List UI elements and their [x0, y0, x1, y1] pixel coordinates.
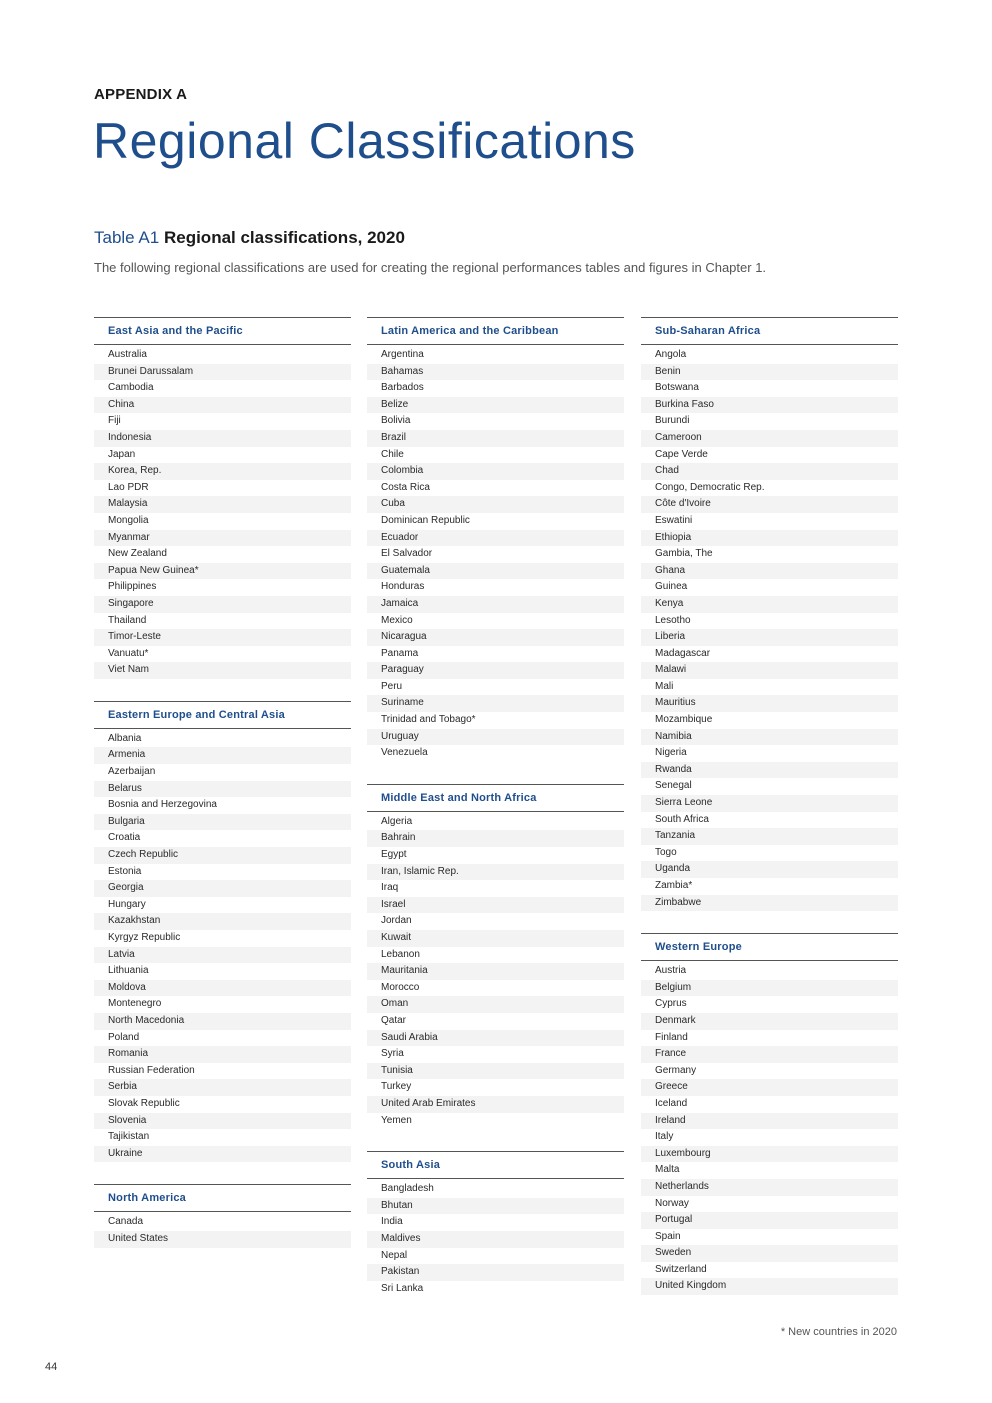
country-row: Ethiopia [641, 530, 898, 547]
country-row: Colombia [367, 463, 624, 480]
country-row: Mali [641, 679, 898, 696]
country-row: Czech Republic [94, 847, 351, 864]
country-row: Singapore [94, 596, 351, 613]
table-description: The following regional classifications are used for creating the regional performances tables and figures in Chapter 1. [94, 260, 767, 275]
country-list [94, 1214, 351, 1247]
country-row: Nepal [367, 1248, 624, 1265]
country-row: Pakistan [367, 1264, 624, 1281]
country-row: Moldova [94, 980, 351, 997]
country-list [641, 347, 898, 911]
country-list [367, 814, 624, 1129]
country-row: Yemen [367, 1113, 624, 1130]
country-row: Brunei Darussalam [94, 364, 351, 381]
country-row: Armenia [94, 747, 351, 764]
country-row: Korea, Rep. [94, 463, 351, 480]
region-heading: South Asia [367, 1151, 624, 1179]
country-row: Iran, Islamic Rep. [367, 864, 624, 881]
country-row: Benin [641, 364, 898, 381]
appendix-label: APPENDIX A [94, 86, 188, 103]
country-row: Barbados [367, 380, 624, 397]
country-row: Algeria [367, 814, 624, 831]
country-list [94, 731, 351, 1162]
country-row: Sierra Leone [641, 795, 898, 812]
country-row: Norway [641, 1196, 898, 1213]
country-row: Zambia* [641, 878, 898, 895]
country-row: Israel [367, 897, 624, 914]
country-row: Côte d'Ivoire [641, 496, 898, 513]
country-row: Panama [367, 646, 624, 663]
country-row: Botswana [641, 380, 898, 397]
country-row: Papua New Guinea* [94, 563, 351, 580]
country-row: Senegal [641, 778, 898, 795]
country-row: Argentina [367, 347, 624, 364]
country-row: North Macedonia [94, 1013, 351, 1030]
country-row: Bahrain [367, 830, 624, 847]
country-row: Mongolia [94, 513, 351, 530]
country-row: Indonesia [94, 430, 351, 447]
country-row: Slovenia [94, 1113, 351, 1130]
country-row: Peru [367, 679, 624, 696]
region-heading: Eastern Europe and Central Asia [94, 701, 351, 729]
column-3 [641, 317, 898, 1317]
country-row: Lesotho [641, 613, 898, 630]
country-row: Angola [641, 347, 898, 364]
country-row: Albania [94, 731, 351, 748]
country-row: Philippines [94, 579, 351, 596]
country-row: Egypt [367, 847, 624, 864]
country-list [641, 963, 898, 1295]
country-row: Nicaragua [367, 629, 624, 646]
country-row: Georgia [94, 880, 351, 897]
country-row: Jordan [367, 913, 624, 930]
country-row: Rwanda [641, 762, 898, 779]
country-row: Syria [367, 1046, 624, 1063]
country-row: Thailand [94, 613, 351, 630]
region-heading: North America [94, 1184, 351, 1212]
country-row: Ecuador [367, 530, 624, 547]
country-row: Australia [94, 347, 351, 364]
country-row: Gambia, The [641, 546, 898, 563]
country-row: Lithuania [94, 963, 351, 980]
country-row: Canada [94, 1214, 351, 1231]
country-row: Azerbaijan [94, 764, 351, 781]
country-row: Montenegro [94, 996, 351, 1013]
country-row: Belgium [641, 980, 898, 997]
page-number: 44 [45, 1361, 58, 1373]
country-list [367, 1181, 624, 1297]
country-row: Chile [367, 447, 624, 464]
region-section [641, 317, 898, 911]
country-row: Kazakhstan [94, 913, 351, 930]
country-list [94, 347, 351, 679]
country-row: Timor-Leste [94, 629, 351, 646]
country-row: United States [94, 1231, 351, 1248]
country-row: Sweden [641, 1245, 898, 1262]
country-row: Lebanon [367, 947, 624, 964]
country-row: Viet Nam [94, 662, 351, 679]
country-row: Mozambique [641, 712, 898, 729]
country-row: Uruguay [367, 729, 624, 746]
country-row: Hungary [94, 897, 351, 914]
table-caption [94, 228, 405, 248]
column-2 [367, 317, 624, 1319]
country-row: El Salvador [367, 546, 624, 563]
country-row: Eswatini [641, 513, 898, 530]
country-row: New Zealand [94, 546, 351, 563]
country-row: Croatia [94, 830, 351, 847]
country-row: Guatemala [367, 563, 624, 580]
country-row: France [641, 1046, 898, 1063]
country-row: United Kingdom [641, 1278, 898, 1295]
region-heading: Latin America and the Caribbean [367, 317, 624, 345]
region-section [367, 1151, 624, 1297]
country-row: Tunisia [367, 1063, 624, 1080]
country-row: Myanmar [94, 530, 351, 547]
country-row: Namibia [641, 729, 898, 746]
country-row: Cuba [367, 496, 624, 513]
country-row: Bangladesh [367, 1181, 624, 1198]
country-row: Congo, Democratic Rep. [641, 480, 898, 497]
country-row: Vanuatu* [94, 646, 351, 663]
country-row: Kenya [641, 596, 898, 613]
footnote: * New countries in 2020 [780, 1326, 897, 1338]
country-row: Tajikistan [94, 1129, 351, 1146]
country-row: Cape Verde [641, 447, 898, 464]
country-row: Russian Federation [94, 1063, 351, 1080]
country-row: Bhutan [367, 1198, 624, 1215]
country-row: United Arab Emirates [367, 1096, 624, 1113]
country-row: Slovak Republic [94, 1096, 351, 1113]
region-section [94, 317, 351, 679]
country-row: Nigeria [641, 745, 898, 762]
country-row: Belarus [94, 781, 351, 798]
country-row: Iceland [641, 1096, 898, 1113]
region-section [641, 933, 898, 1295]
region-section [94, 1184, 351, 1247]
country-row: Zimbabwe [641, 895, 898, 912]
country-row: Luxembourg [641, 1146, 898, 1163]
page-title: Regional Classifications [93, 113, 636, 169]
country-row: South Africa [641, 812, 898, 829]
country-row: Kuwait [367, 930, 624, 947]
country-row: Brazil [367, 430, 624, 447]
country-row: Romania [94, 1046, 351, 1063]
country-row: China [94, 397, 351, 414]
country-row: Cyprus [641, 996, 898, 1013]
country-row: Turkey [367, 1079, 624, 1096]
country-row: Saudi Arabia [367, 1030, 624, 1047]
country-row: Trinidad and Tobago* [367, 712, 624, 729]
country-row: Malaysia [94, 496, 351, 513]
country-row: Italy [641, 1129, 898, 1146]
country-row: Netherlands [641, 1179, 898, 1196]
country-row: Latvia [94, 947, 351, 964]
country-row: Bahamas [367, 364, 624, 381]
country-row: Greece [641, 1079, 898, 1096]
country-row: Bosnia and Herzegovina [94, 797, 351, 814]
country-row: Finland [641, 1030, 898, 1047]
country-row: Cameroon [641, 430, 898, 447]
country-row: Ukraine [94, 1146, 351, 1163]
country-row: Maldives [367, 1231, 624, 1248]
country-list [367, 347, 624, 762]
country-row: Mauritania [367, 963, 624, 980]
country-row: Denmark [641, 1013, 898, 1030]
country-row: Spain [641, 1229, 898, 1246]
country-row: Switzerland [641, 1262, 898, 1279]
table-number: Table A1 [94, 228, 160, 247]
country-row: India [367, 1214, 624, 1231]
country-row: Bolivia [367, 413, 624, 430]
country-row: Poland [94, 1030, 351, 1047]
country-row: Germany [641, 1063, 898, 1080]
country-row: Malta [641, 1162, 898, 1179]
country-row: Malawi [641, 662, 898, 679]
column-1 [94, 317, 351, 1270]
country-row: Suriname [367, 695, 624, 712]
country-row: Paraguay [367, 662, 624, 679]
country-row: Bulgaria [94, 814, 351, 831]
country-row: Mauritius [641, 695, 898, 712]
country-row: Dominican Republic [367, 513, 624, 530]
region-section [94, 701, 351, 1162]
country-row: Portugal [641, 1212, 898, 1229]
country-row: Burkina Faso [641, 397, 898, 414]
country-row: Tanzania [641, 828, 898, 845]
country-row: Ghana [641, 563, 898, 580]
region-section [367, 317, 624, 762]
country-row: Chad [641, 463, 898, 480]
table-title: Regional classifications, 2020 [163, 228, 405, 247]
country-row: Liberia [641, 629, 898, 646]
country-row: Fiji [94, 413, 351, 430]
country-row: Venezuela [367, 745, 624, 762]
country-row: Serbia [94, 1079, 351, 1096]
country-row: Burundi [641, 413, 898, 430]
region-heading: Middle East and North Africa [367, 784, 624, 812]
country-row: Madagascar [641, 646, 898, 663]
country-row: Sri Lanka [367, 1281, 624, 1298]
country-row: Iraq [367, 880, 624, 897]
country-row: Estonia [94, 864, 351, 881]
region-section [367, 784, 624, 1129]
region-heading: Western Europe [641, 933, 898, 961]
country-row: Ireland [641, 1113, 898, 1130]
country-row: Costa Rica [367, 480, 624, 497]
country-row: Japan [94, 447, 351, 464]
country-row: Jamaica [367, 596, 624, 613]
country-row: Honduras [367, 579, 624, 596]
country-row: Austria [641, 963, 898, 980]
country-row: Morocco [367, 980, 624, 997]
country-row: Cambodia [94, 380, 351, 397]
country-row: Qatar [367, 1013, 624, 1030]
country-row: Togo [641, 845, 898, 862]
country-row: Oman [367, 996, 624, 1013]
region-heading: East Asia and the Pacific [94, 317, 351, 345]
country-row: Belize [367, 397, 624, 414]
region-heading: Sub-Saharan Africa [641, 317, 898, 345]
country-row: Mexico [367, 613, 624, 630]
country-row: Guinea [641, 579, 898, 596]
country-row: Kyrgyz Republic [94, 930, 351, 947]
country-row: Lao PDR [94, 480, 351, 497]
country-row: Uganda [641, 861, 898, 878]
